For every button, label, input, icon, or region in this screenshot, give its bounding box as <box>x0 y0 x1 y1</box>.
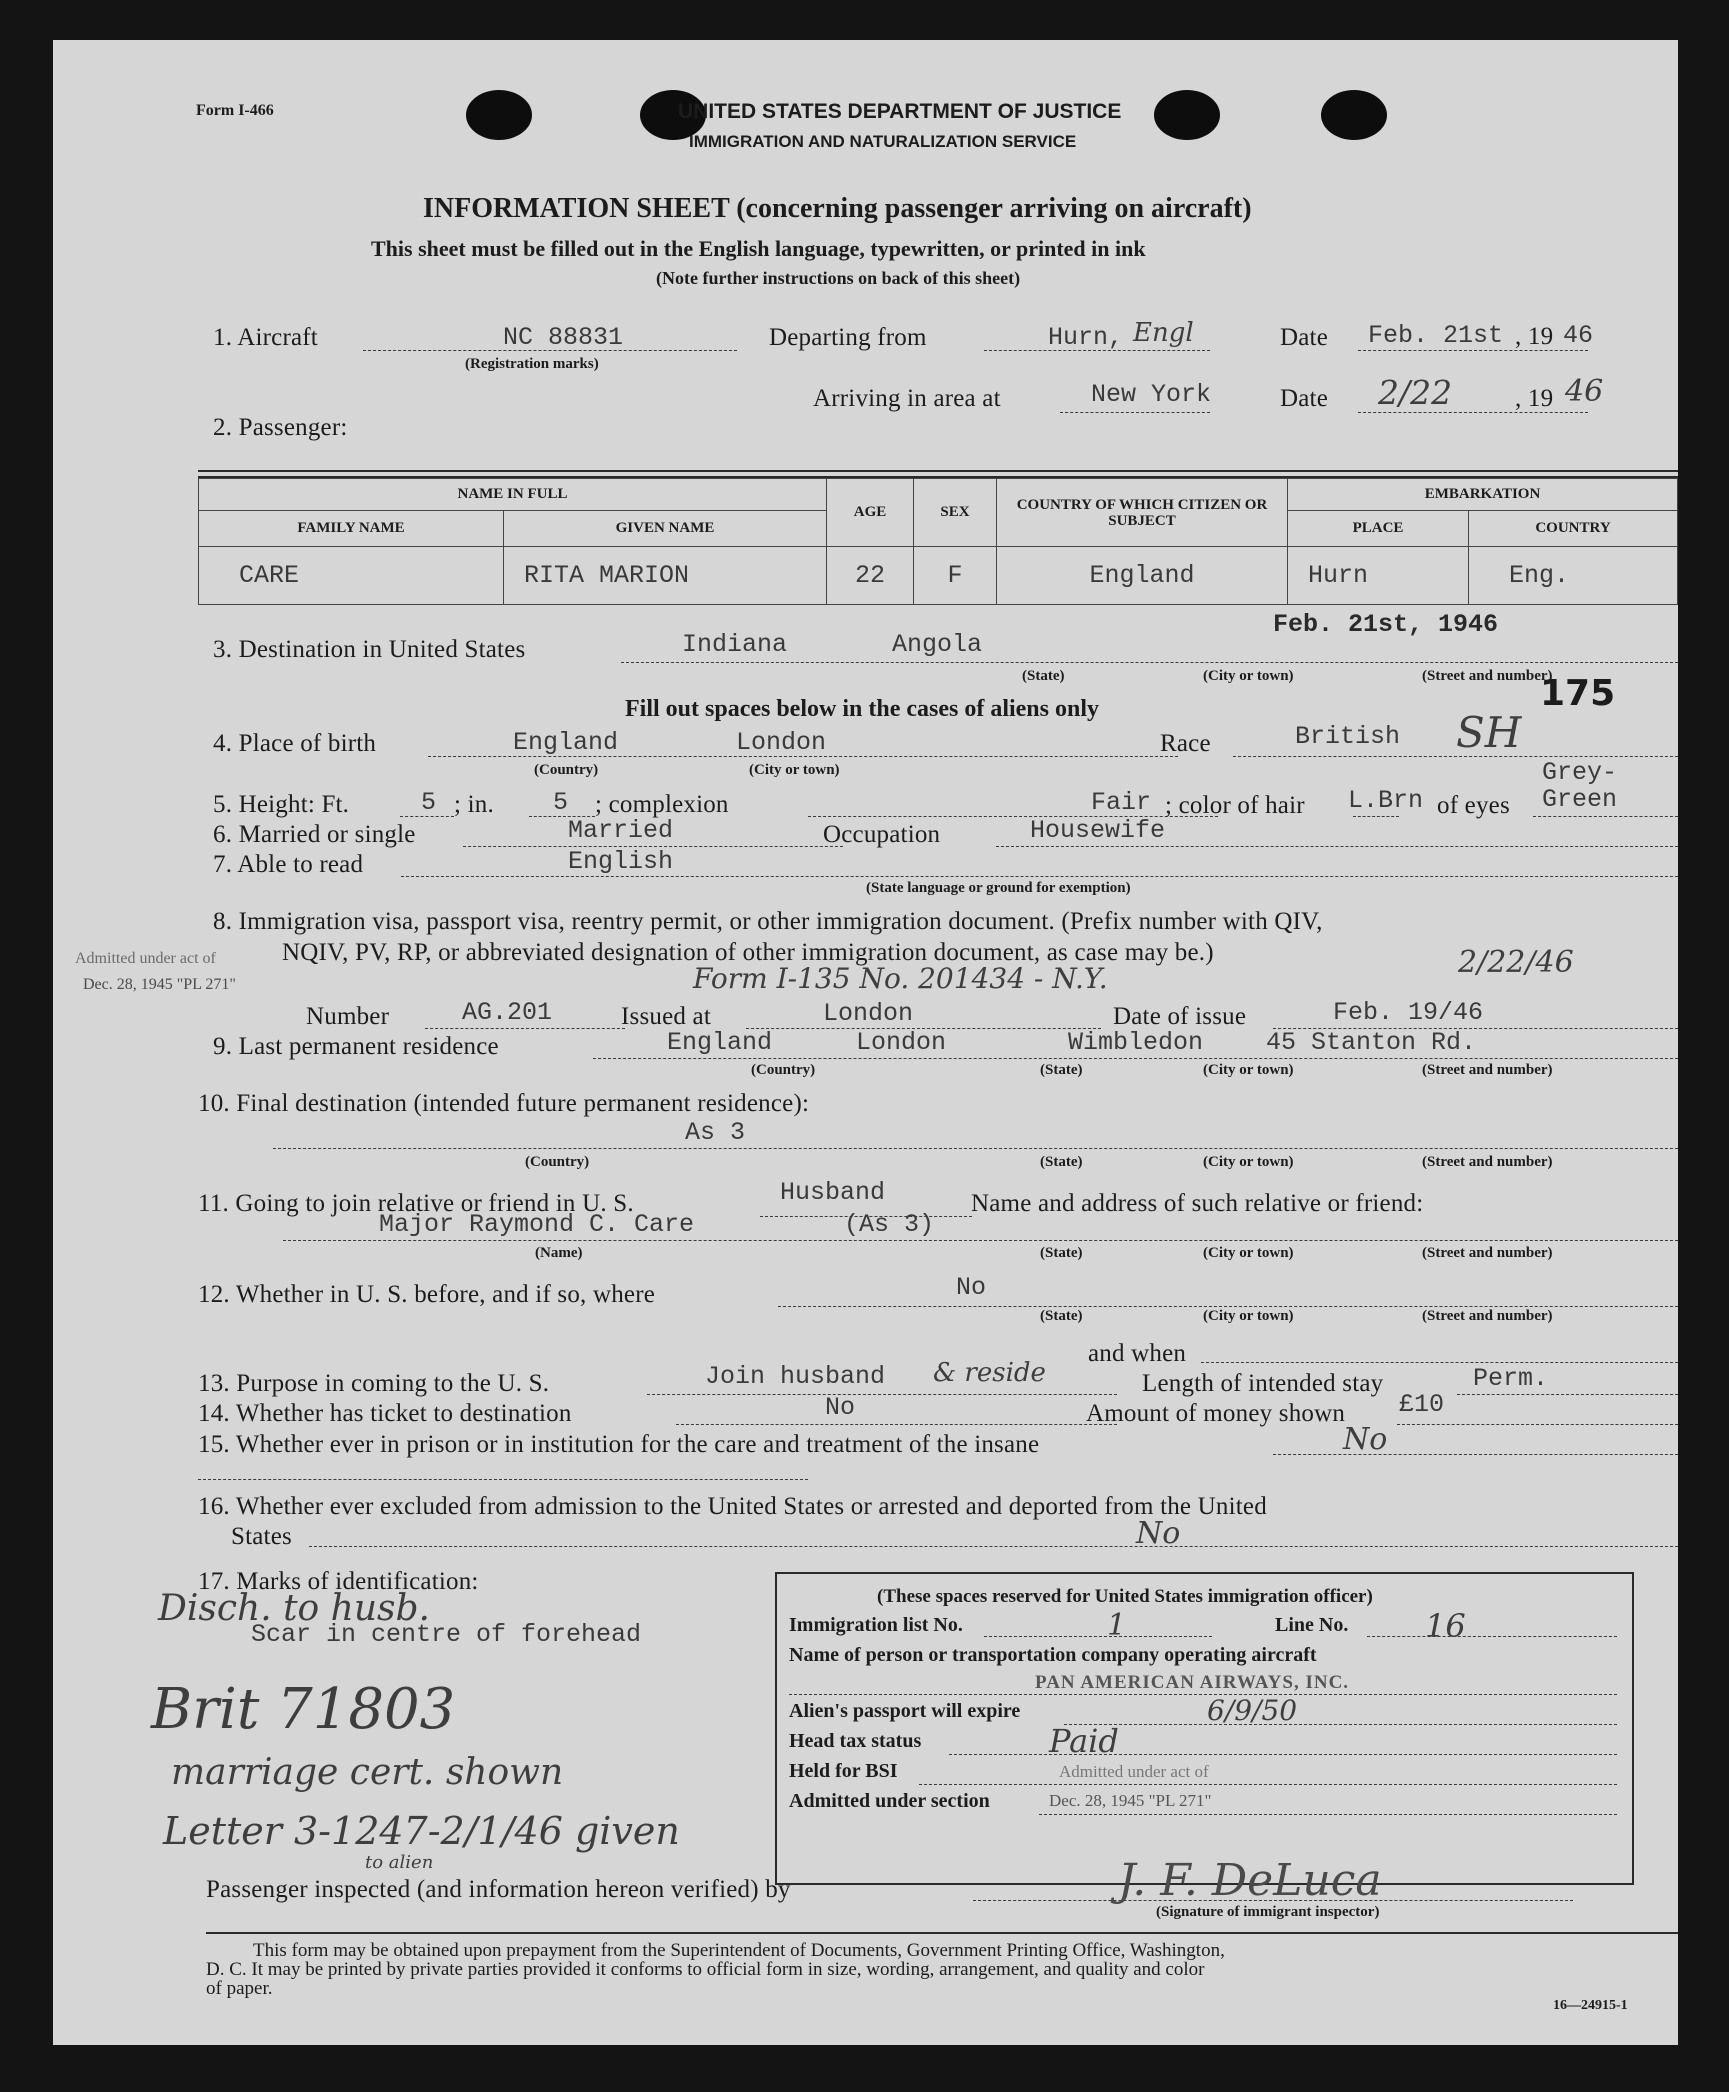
issue-date-value: Feb. 19/46 <box>1333 998 1484 1027</box>
residence-city: Wimbledon <box>1068 1028 1204 1057</box>
residence-city-caption: (City or town) <box>1203 1062 1294 1078</box>
before-street-caption: (Street and number) <box>1422 1308 1553 1324</box>
stay-label: Length of intended stay <box>1142 1370 1384 1397</box>
line-number-label: Line No. <box>1275 1614 1349 1636</box>
destination-city: Angola <box>892 630 983 659</box>
head-tax-label: Head tax status <box>789 1730 922 1752</box>
given-name-value: RITA MARION <box>504 547 827 605</box>
citizen-value: England <box>997 547 1288 605</box>
sex-value: F <box>914 547 997 605</box>
punch-hole <box>466 90 532 140</box>
city-caption: (City or town) <box>1203 668 1294 684</box>
sheet-instruction: This sheet must be filled out in the English language, typewritten, or printed in ink <box>371 236 1146 261</box>
hair-label: ; color of hair <box>1165 792 1305 819</box>
punch-hole <box>1154 90 1220 140</box>
read-label: 7. Able to read <box>213 851 364 878</box>
passport-value: 6/9/50 <box>1207 1694 1298 1727</box>
marks-value: Scar in centre of forehead <box>251 1620 642 1649</box>
number-value: AG.201 <box>462 998 553 1027</box>
side-number: 175 <box>1540 673 1616 714</box>
family-name-value: CARE <box>199 547 504 605</box>
prison-label: 15. Whether ever in prison or in institution for the care and treatment of the insane <box>198 1431 1040 1458</box>
date2-label: Date <box>1280 385 1328 412</box>
excluded-line2: States <box>231 1523 292 1550</box>
residence-street-caption: (Street and number) <box>1422 1062 1553 1078</box>
country-header: COUNTRY <box>1469 511 1678 547</box>
ticket-value: No <box>825 1393 856 1422</box>
money-value: £10 <box>1399 1390 1445 1419</box>
prison-value: No <box>1343 1422 1388 1457</box>
family-name-header: FAMILY NAME <box>199 511 504 547</box>
sex-header: SEX <box>914 479 997 547</box>
street-caption: (Street and number) <box>1422 668 1553 684</box>
relative-name-label: Name and address of such relative or friend: <box>971 1190 1424 1217</box>
purpose-value: Join husband <box>705 1362 886 1391</box>
state-caption: (State) <box>1022 668 1065 684</box>
margin-stamp-line1: Admitted under act of <box>75 950 216 967</box>
height-ft: 5 <box>421 788 437 817</box>
hair-value: L.Brn <box>1348 786 1424 815</box>
place-value: Hurn <box>1288 547 1469 605</box>
before-value: No <box>956 1273 987 1302</box>
inspected-label: Passenger inspected (and information hereon verified) by <box>206 1876 791 1903</box>
officer-box <box>775 1572 1634 1885</box>
height-in: 5 <box>553 788 569 817</box>
relative-address: (As 3) <box>844 1210 935 1239</box>
residence-state: London <box>856 1028 947 1057</box>
issued-label: Issued at <box>621 1003 711 1030</box>
residence-label: 9. Last permanent residence <box>213 1033 499 1060</box>
issue-date-label: Date of issue <box>1113 1003 1247 1030</box>
company-value: PAN AMERICAN AIRWAYS, INC. <box>1035 1672 1350 1693</box>
departing-handwritten: Engl <box>1133 318 1194 348</box>
relative-name: Major Raymond C. Care <box>379 1210 695 1239</box>
read-caption: (State language or ground for exemption) <box>866 880 1131 896</box>
join-relation: Husband <box>780 1178 886 1207</box>
age-value: 22 <box>827 547 914 605</box>
service-title: IMMIGRATION AND NATURALIZATION SERVICE <box>689 132 1077 151</box>
visa-line2: NQIV, PV, RP, or abbreviated designation of other immigration document, as case may be.) <box>282 939 1214 966</box>
footer-line1: This form may be obtained upon prepayment from the Superintendent of Documents, Government Printing Office, Washington, <box>253 1940 1225 1961</box>
residence-street: 45 Stanton Rd. <box>1266 1028 1477 1057</box>
occupation-label: Occupation <box>823 821 941 848</box>
ticket-label: 14. Whether has ticket to destination <box>198 1400 572 1427</box>
marks-handwritten-3: Letter 3-1247-2/1/46 given <box>163 1809 680 1853</box>
excluded-line1: 16. Whether ever excluded from admission to the United States or arrested and deported from the United <box>198 1493 1267 1520</box>
birth-country: England <box>513 728 619 757</box>
form-code: 16—24915-1 <box>1553 1998 1628 2013</box>
punch-hole <box>1321 90 1387 140</box>
footer-line2: D. C. It may be printed by private parties provided it conforms to official form in size, wording, arrangement, and quality and color <box>206 1959 1205 1980</box>
final-country-caption: (Country) <box>525 1154 590 1170</box>
date-year-suffix: 46 <box>1563 321 1594 350</box>
citizen-header: COUNTRY OF WHICH CITIZEN OR SUBJECT <box>997 479 1288 547</box>
aircraft-value: NC 88831 <box>503 323 624 352</box>
stay-value: Perm. <box>1473 1364 1549 1393</box>
eyes-label: of eyes <box>1437 792 1510 819</box>
height-label: 5. Height: Ft. <box>213 791 350 818</box>
birth-city: London <box>736 728 827 757</box>
before-label: 12. Whether in U. S. before, and if so, where <box>198 1281 656 1308</box>
read-value: English <box>568 847 674 876</box>
purpose-label: 13. Purpose in coming to the U. S. <box>198 1370 550 1397</box>
embarkation-header: EMBARKATION <box>1288 479 1678 511</box>
visa-handwritten: Form I-135 No. 201434 - N.Y. <box>693 962 1108 995</box>
before-state-caption: (State) <box>1040 1308 1083 1324</box>
form-sheet <box>53 40 1678 2045</box>
signature-caption: (Signature of immigrant inspector) <box>1156 1904 1380 1920</box>
list-number-label: Immigration list No. <box>789 1614 963 1636</box>
residence-country: England <box>667 1028 773 1057</box>
marks-handwritten-2: marriage cert. shown <box>171 1752 564 1793</box>
eyes-value-line2: Green <box>1542 785 1618 814</box>
sheet-title: INFORMATION SHEET (concerning passenger arriving on aircraft) <box>423 193 1252 224</box>
height-in-label: ; in. <box>454 791 494 818</box>
final-destination-label: 10. Final destination (intended future permanent residence): <box>198 1090 810 1117</box>
race-value: British <box>1295 722 1401 751</box>
birth-label: 4. Place of birth <box>213 730 377 757</box>
margin-stamp-line2: Dec. 28, 1945 "PL 271" <box>83 976 236 993</box>
date-stamp: Feb. 21st, 1946 <box>1273 610 1499 639</box>
relative-state-caption: (State) <box>1040 1245 1083 1261</box>
date2-year-suffix: 46 <box>1565 374 1604 409</box>
department-title: UNITED STATES DEPARTMENT OF JUSTICE <box>678 100 1122 123</box>
passport-label: Alien's passport will expire <box>789 1700 1021 1722</box>
final-street-caption: (Street and number) <box>1422 1154 1553 1170</box>
complexion-label: ; complexion <box>595 791 729 818</box>
head-tax-value: Paid <box>1049 1722 1119 1760</box>
final-destination-value: As 3 <box>685 1118 746 1147</box>
destination-label: 3. Destination in United States <box>213 636 526 663</box>
place-header: PLACE <box>1288 511 1469 547</box>
aircraft-label: 1. Aircraft <box>213 324 318 351</box>
registration-caption: (Registration marks) <box>465 356 599 372</box>
bsi-stamp: Admitted under act of <box>1059 1762 1209 1781</box>
issued-value: London <box>823 999 914 1028</box>
birth-city-caption: (City or town) <box>749 762 840 778</box>
form-number: Form I-466 <box>196 102 274 119</box>
passenger-table <box>198 478 1678 605</box>
list-number-value: 1 <box>1107 1608 1127 1643</box>
marital-label: 6. Married or single <box>213 821 416 848</box>
relative-name-caption: (Name) <box>535 1245 583 1261</box>
residence-country-caption: (Country) <box>751 1062 816 1078</box>
join-label: 11. Going to join relative or friend in U. S. <box>198 1190 634 1217</box>
race-label: Race <box>1160 730 1211 757</box>
number-label: Number <box>306 1003 390 1030</box>
destination-state: Indiana <box>682 630 788 659</box>
marks-handwritten-1: Brit 71803 <box>151 1677 456 1742</box>
aliens-heading: Fill out spaces below in the cases of aliens only <box>625 696 1100 722</box>
arriving-value: New York <box>1091 380 1212 409</box>
final-state-caption: (State) <box>1040 1154 1083 1170</box>
race-handwritten: SH <box>1456 708 1522 757</box>
occupation-value: Housewife <box>1030 816 1166 845</box>
date-value: Feb. 21st <box>1368 321 1504 350</box>
date-year-prefix: , 19 <box>1515 323 1554 350</box>
age-header: AGE <box>827 479 914 547</box>
relative-street-caption: (Street and number) <box>1422 1245 1553 1261</box>
excluded-value: No <box>1136 1516 1181 1551</box>
country-value: Eng. <box>1469 547 1678 605</box>
residence-state-caption: (State) <box>1040 1062 1083 1078</box>
date-label: Date <box>1280 324 1328 351</box>
name-in-full-header: NAME IN FULL <box>199 479 827 511</box>
marks-handwritten-4: to alien <box>365 1852 434 1873</box>
purpose-handwritten: & reside <box>933 1358 1046 1388</box>
inspector-signature: J. F. DeLuca <box>1118 1855 1382 1906</box>
visa-line1: 8. Immigration visa, passport visa, reentry permit, or other immigration document. (Prefix number with QIV, <box>213 908 1323 935</box>
footer-line3: of paper. <box>206 1978 273 1999</box>
eyes-value-line1: Grey- <box>1542 758 1618 787</box>
money-label: Amount of money shown <box>1086 1400 1346 1427</box>
arriving-label: Arriving in area at <box>813 385 1001 412</box>
section-stamp: Dec. 28, 1945 "PL 271" <box>1049 1791 1212 1810</box>
marks-handwritten-note: Disch. to husb. <box>158 1588 431 1629</box>
officer-box-heading: (These spaces reserved for United States immigration officer) <box>877 1586 1373 1607</box>
and-when-label: and when <box>1088 1340 1187 1367</box>
final-city-caption: (City or town) <box>1203 1154 1294 1170</box>
given-name-header: GIVEN NAME <box>504 511 827 547</box>
section-label: Admitted under section <box>789 1790 990 1812</box>
marital-value: Married <box>568 816 674 845</box>
date2-value: 2/22 <box>1378 373 1453 412</box>
marks-label: 17. Marks of identification: <box>198 1568 479 1595</box>
visa-handwritten-date: 2/22/46 <box>1458 945 1574 980</box>
company-label: Name of person or transportation company operating aircraft <box>789 1644 1317 1666</box>
departing-label: Departing from <box>769 324 927 351</box>
birth-country-caption: (Country) <box>534 762 599 778</box>
relative-city-caption: (City or town) <box>1203 1245 1294 1261</box>
complexion-value: Fair <box>1091 788 1152 817</box>
bsi-label: Held for BSI <box>789 1760 898 1782</box>
line-number-value: 16 <box>1425 1607 1466 1645</box>
date2-year-prefix: , 19 <box>1515 385 1554 412</box>
departing-value: Hurn, <box>1048 323 1124 352</box>
before-city-caption: (City or town) <box>1203 1308 1294 1324</box>
passenger-label: 2. Passenger: <box>213 414 348 441</box>
sheet-note: (Note further instructions on back of this sheet) <box>656 268 1021 288</box>
